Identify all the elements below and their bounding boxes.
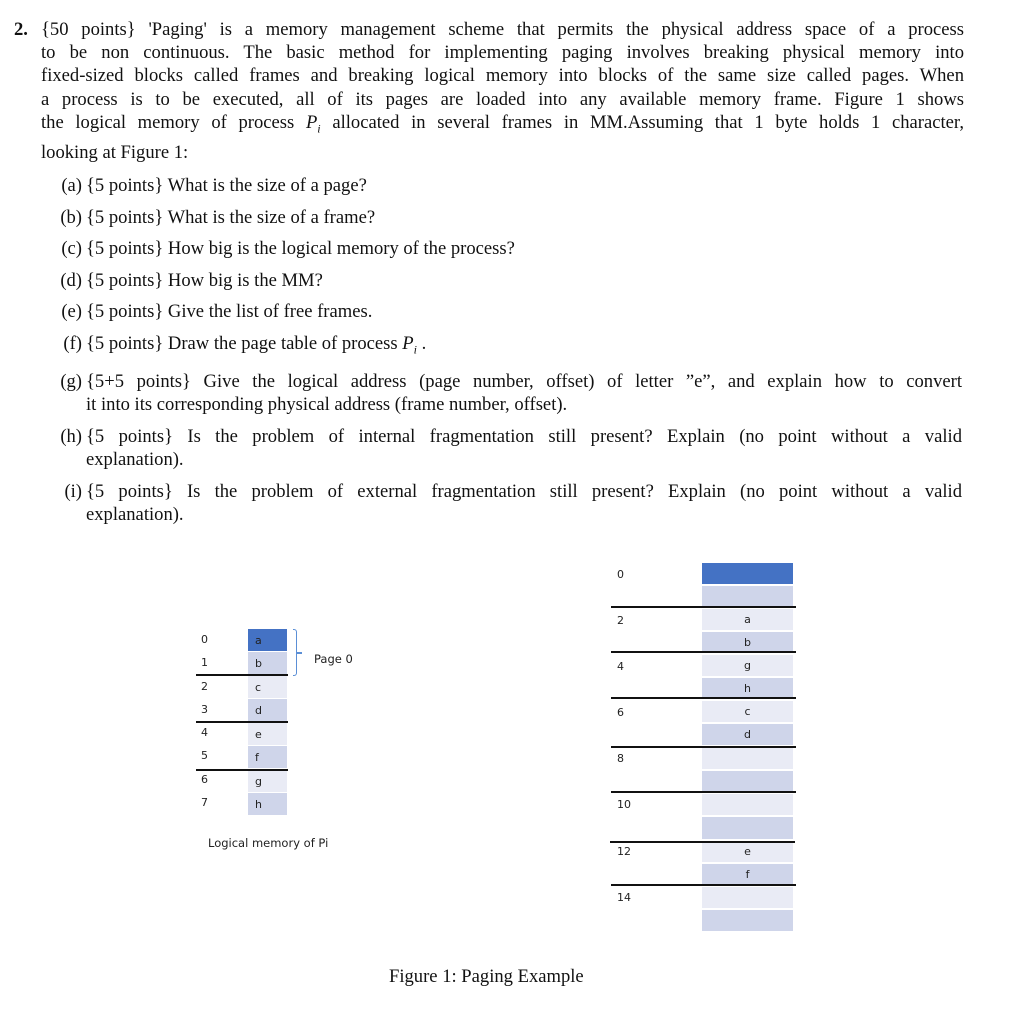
problem-line: {50 points} 'Paging' is a memory management scheme that permits the physical address space of a process <box>41 19 964 40</box>
question-line: explanation). <box>86 449 184 471</box>
question-label: (b) <box>60 206 82 228</box>
question-g <box>50 370 962 417</box>
problem-line: to be non continuous. The basic method for implementing paging involves breaking physical memory into <box>41 42 964 64</box>
physical-cell: b <box>702 632 793 653</box>
question-list <box>50 174 962 535</box>
frame-address: 14 <box>617 891 631 904</box>
page-bracket-tick <box>297 652 302 654</box>
question-h <box>50 425 962 472</box>
question-c <box>50 237 962 261</box>
problem-line: fixed-sized blocks called frames and breaking logical memory into blocks of the same size called pages. When <box>41 65 964 87</box>
physical-cell <box>702 817 793 839</box>
question-d <box>50 269 962 293</box>
frame-address: 12 <box>617 845 631 858</box>
question-label: (e) <box>61 301 82 322</box>
logical-cell: c <box>248 676 287 698</box>
physical-cell: g <box>702 655 793 676</box>
physical-cell <box>702 563 793 584</box>
question-b <box>50 206 962 230</box>
question-label: (i) <box>64 480 82 502</box>
physical-cell: e <box>702 841 793 862</box>
question-text <box>86 425 962 472</box>
question-line: it into its corresponding physical address (frame number, offset). <box>86 394 568 416</box>
frame-address: 2 <box>617 614 624 627</box>
question-text <box>86 370 962 417</box>
problem-line: looking at Figure 1: <box>41 141 189 163</box>
physical-cell <box>702 887 793 908</box>
logical-cell: f <box>248 746 287 768</box>
process-var: P <box>305 111 318 133</box>
question-text: {5 points} What is the size of a page? <box>86 175 367 196</box>
question-line: {5 points} Is the problem of external fragmentation still present? Explain (no point without a valid <box>86 480 962 502</box>
logical-cell: e <box>248 723 287 745</box>
frame-boundary-line <box>611 606 796 608</box>
question-text <box>86 332 962 362</box>
problem-line <box>41 111 964 141</box>
physical-cell: d <box>702 724 793 745</box>
question-text-part: {5 points} Draw the page table of process <box>86 332 403 354</box>
logical-cell: g <box>248 770 287 792</box>
process-sub: i <box>413 342 417 357</box>
question-label: (h) <box>60 425 82 447</box>
page-boundary-line <box>196 674 288 676</box>
process-sub: i <box>317 121 321 136</box>
problem-body <box>41 18 964 164</box>
question-text: {5 points} What is the size of a frame? <box>86 206 376 228</box>
page-label: Page 0 <box>314 652 353 666</box>
frame-address: 8 <box>617 752 624 765</box>
physical-cell: f <box>702 864 793 885</box>
page-boundary-line <box>196 721 288 723</box>
problem-line-text: allocated in several frames in MM.Assuming that 1 byte holds 1 character, <box>320 111 964 133</box>
frame-address: 4 <box>617 660 624 673</box>
logical-address: 7 <box>201 796 208 809</box>
frame-address: 10 <box>617 798 631 811</box>
page-boundary-line <box>196 769 288 771</box>
logical-address: 5 <box>201 749 208 762</box>
question-label: (g) <box>60 370 82 392</box>
logical-address: 4 <box>201 726 208 739</box>
question-text-part: . <box>417 332 427 354</box>
question-label: (f) <box>63 332 82 354</box>
logical-cell: a <box>248 629 287 651</box>
question-a <box>50 174 962 198</box>
logical-address: 1 <box>201 656 208 669</box>
question-text: {5 points} How big is the logical memory of the process? <box>86 238 515 259</box>
logical-address: 6 <box>201 773 208 786</box>
physical-cell <box>702 771 793 792</box>
frame-boundary-line <box>611 884 796 886</box>
question-i <box>50 480 962 527</box>
figure-caption: Figure 1: Paging Example <box>389 966 584 987</box>
frame-boundary-line <box>611 791 796 793</box>
problem-statement <box>14 18 964 164</box>
frame-address: 0 <box>617 568 624 581</box>
question-label: (c) <box>61 238 82 259</box>
physical-cell: c <box>702 701 793 722</box>
physical-cell <box>702 794 793 815</box>
question-text: {5 points} How big is the MM? <box>86 269 323 291</box>
frame-boundary-line <box>610 841 795 843</box>
frame-boundary-line <box>611 746 796 748</box>
question-text: {5 points} Give the list of free frames. <box>86 301 373 322</box>
frame-address: 6 <box>617 706 624 719</box>
logical-memory-title: Logical memory of Pi <box>208 836 329 850</box>
logical-address: 0 <box>201 633 208 646</box>
physical-cell <box>702 910 793 931</box>
physical-cell <box>702 748 793 769</box>
physical-cell: h <box>702 678 793 699</box>
problem-line-text: the logical memory of process <box>41 111 306 133</box>
question-label: (d) <box>60 269 82 291</box>
process-var: P <box>402 332 414 354</box>
question-text <box>86 480 962 527</box>
frame-boundary-line <box>611 651 796 653</box>
logical-cell: b <box>248 652 287 674</box>
question-label: (a) <box>61 175 82 196</box>
logical-address: 2 <box>201 680 208 693</box>
problem-number: 2. <box>14 19 28 40</box>
physical-cell: a <box>702 609 793 630</box>
frame-boundary-line <box>611 697 796 699</box>
problem-line: a process is to be executed, all of its pages are loaded into any available memory frame. Figure 1 shows <box>41 88 964 110</box>
question-e <box>50 300 962 324</box>
logical-cell: h <box>248 793 287 815</box>
question-f <box>50 332 962 362</box>
physical-cell <box>702 586 793 607</box>
question-line: explanation). <box>86 504 184 526</box>
logical-cell: d <box>248 699 287 721</box>
question-line: {5 points} Is the problem of internal fragmentation still present? Explain (no point without a valid <box>86 425 962 447</box>
logical-address: 3 <box>201 703 208 716</box>
question-line: {5+5 points} Give the logical address (page number, offset) of letter ”e”, and explain how to convert <box>86 370 962 392</box>
